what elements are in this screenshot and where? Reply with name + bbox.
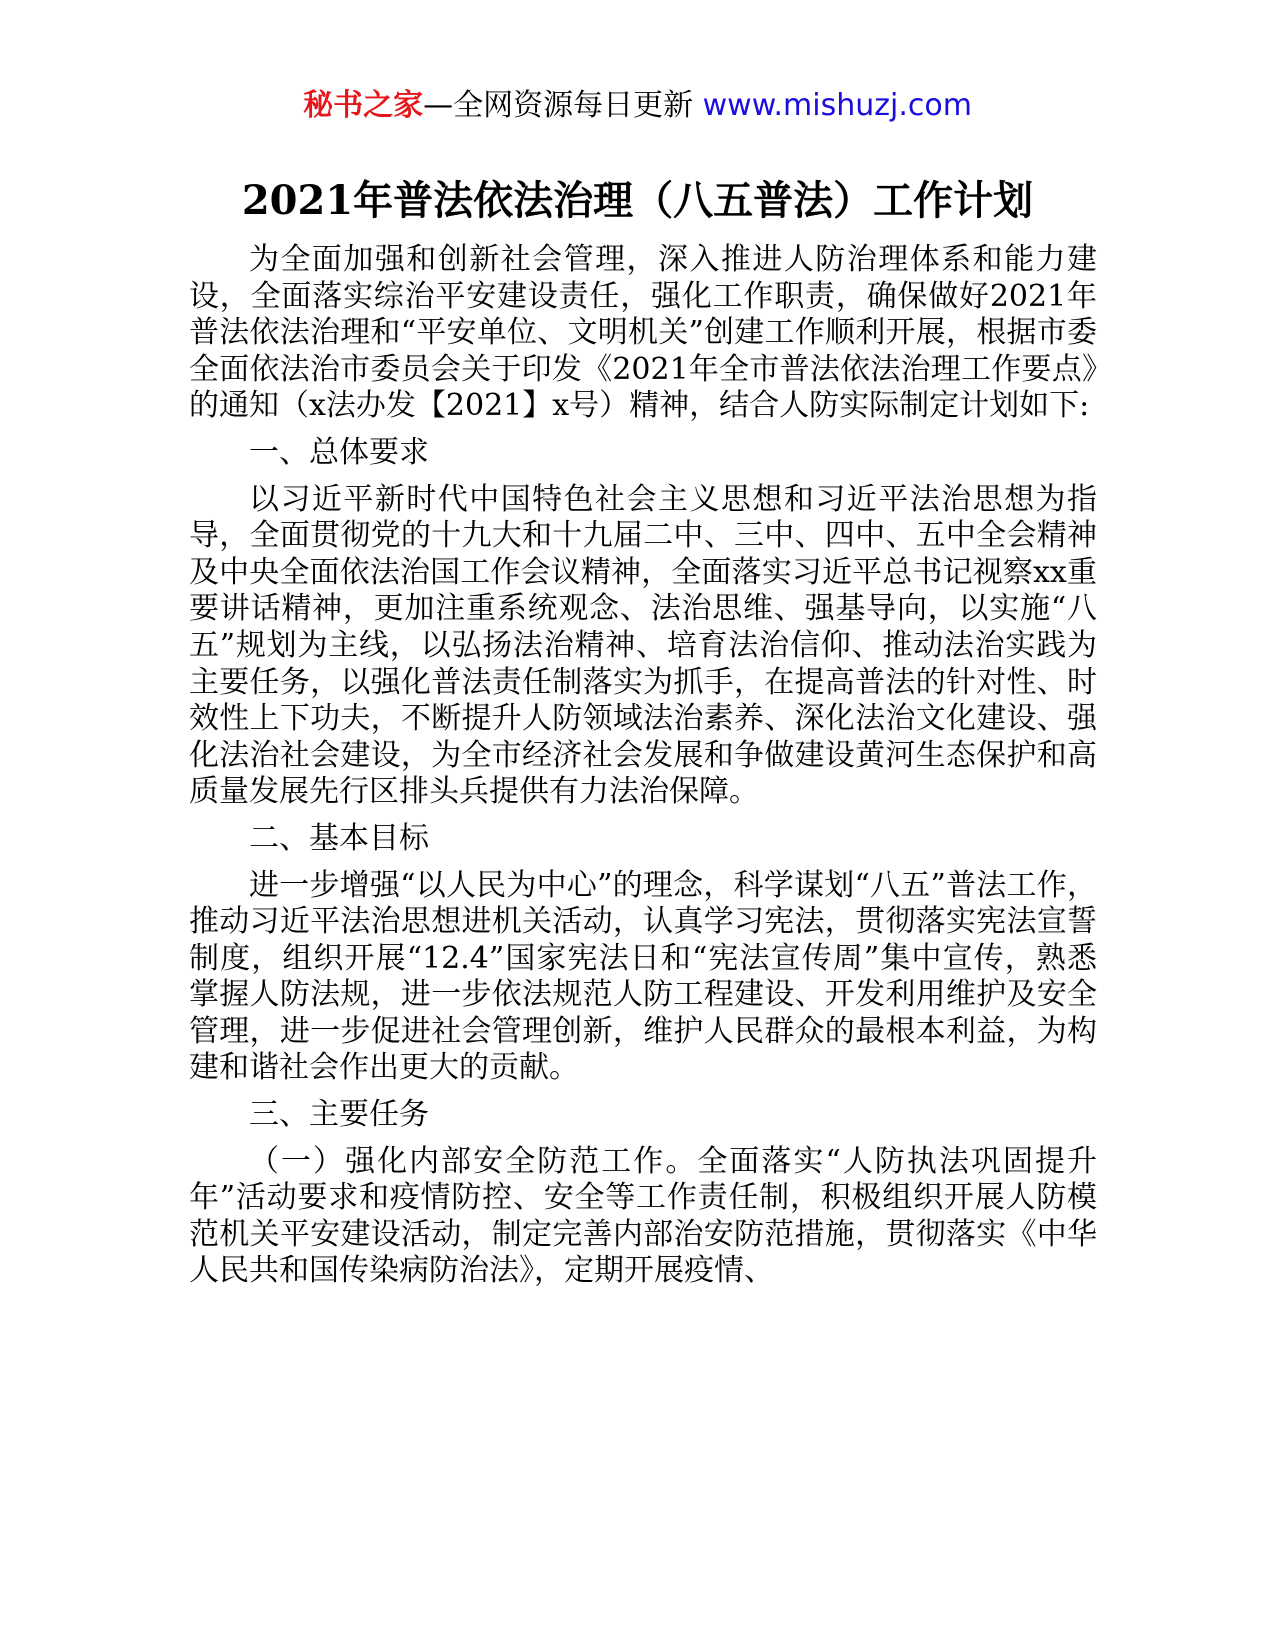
- section-heading-basic-goals: 二、基本目标: [249, 820, 429, 856]
- document-body: [189, 242, 1097, 1290]
- site-slogan: —全网资源每日更新: [423, 88, 694, 123]
- site-header: [0, 86, 1275, 126]
- document-title: 2021年普法依法治理（八五普法）工作计划: [241, 177, 1034, 224]
- section-heading-main-tasks: 三、主要任务: [249, 1097, 429, 1133]
- main-tasks-paragraph: （一）强化内部安全防范工作。全面落实“人防执法巩固提升年”活动要求和疫情防控、安全等工作责任制，积极组织开展人防模范机关平安建设活动，制定完善内部治安防范措施，贯彻落实《中华人民共和国传染病防治法》，定期开展疫情、: [189, 1143, 1097, 1289]
- general-requirements-paragraph: 以习近平新时代中国特色社会主义思想和习近平法治思想为指导，全面贯彻党的十九大和十九届二中、三中、四中、五中全会精神及中央全面依法治国工作会议精神，全面落实习近平总书记视察xx重要讲话精神，更加注重系统观念、法治思维、强基导向，以实施“八五”规划为主线，以弘扬法治精神、培育法治信仰、推动法治实践为主要任务，以强化普法责任制落实为抓手，在提高普法的针对性、时效性上下功夫，不断提升人防领域法治素养、深化法治文化建设、强化法治社会建设，为全市经济社会发展和争做建设黄河生态保护和高质量发展先行区排头兵提供有力法治保障。: [189, 481, 1097, 810]
- site-brand: 秘书之家: [303, 88, 424, 123]
- intro-paragraph: 为全面加强和创新社会管理，深入推进人防治理体系和能力建设，全面落实综治平安建设责任，强化工作职责，确保做好2021年普法依法治理和“平安单位、文明机关”创建工作顺利开展，根据市委全面依法治市委员会关于印发《2021年全市普法依法治理工作要点》的通知（x法办发【2021】x号）精神，结合人防实际制定计划如下:: [189, 242, 1097, 424]
- site-url-link[interactable]: www.mishuzj.com: [702, 88, 972, 123]
- basic-goals-paragraph: 进一步增强“以人民为中心”的理念，科学谋划“八五”普法工作，推动习近平法治思想进机关活动，认真学习宪法，贯彻落实宪法宣誓制度，组织开展“12.4”国家宪法日和“宪法宣传周”集中宣传，熟悉掌握人防法规，进一步依法规范人防工程建设、开发利用维护及安全管理，进一步促进社会管理创新，维护人民群众的最根本利益，为构建和谐社会作出更大的贡献。: [189, 867, 1097, 1086]
- section-heading-general-requirements: 一、总体要求: [249, 434, 429, 470]
